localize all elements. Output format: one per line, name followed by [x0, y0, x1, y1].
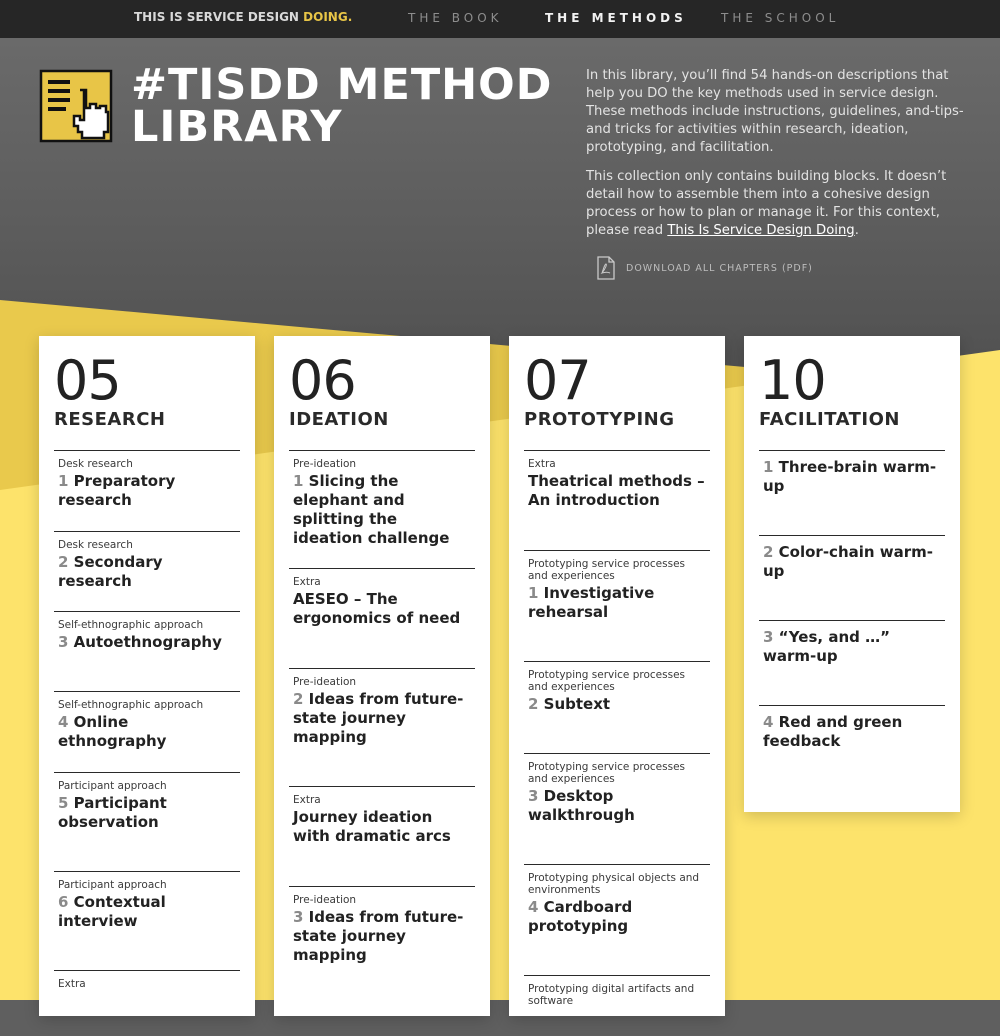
method-link-contextual-interview[interactable]: [54, 872, 240, 971]
method-link-cardboard-prototyping[interactable]: [524, 865, 710, 976]
method-link-journey-ideation-dramatic-arcs[interactable]: [289, 787, 475, 887]
method-title: Autoethnography: [73, 633, 222, 651]
method-name: [528, 695, 706, 714]
method-link-slicing-the-elephant[interactable]: [289, 451, 475, 569]
method-category: Desk research: [58, 539, 133, 551]
method-name: [293, 590, 471, 628]
method-link-online-ethnography[interactable]: [54, 692, 240, 773]
method-name: [763, 628, 941, 666]
method-category: Prototyping service processes and experiences: [528, 558, 685, 582]
chapter-number: 06: [289, 349, 356, 412]
method-category: Participant approach: [58, 780, 167, 792]
method-title: Red and green feedback: [763, 713, 903, 750]
method-title: Online ethnography: [58, 713, 167, 750]
method-name: [58, 893, 236, 931]
method-index: 5: [58, 794, 69, 812]
method-name: [58, 633, 236, 652]
method-title: Theatrical methods – An introduction: [528, 472, 705, 509]
method-category: Extra: [58, 978, 86, 990]
method-title: Preparatory research: [58, 472, 176, 509]
method-index: 2: [58, 553, 69, 571]
method-name: [528, 898, 706, 936]
method-title: Slicing the elephant and splitting the ideation challenge: [293, 472, 450, 547]
chapter-number: 05: [54, 349, 121, 412]
book-link[interactable]: This Is Service Design Doing: [667, 223, 855, 238]
method-name: [58, 472, 236, 510]
chapter-title: FACILITATION: [759, 409, 900, 430]
method-category: Desk research: [58, 458, 133, 470]
method-category: Pre-ideation: [293, 676, 357, 688]
download-label: DOWNLOAD ALL CHAPTERS (PDF): [626, 262, 813, 274]
method-link-secondary-research[interactable]: [54, 532, 240, 612]
method-index: 3: [763, 628, 774, 646]
method-link-color-chain-warm-up[interactable]: [759, 536, 945, 621]
method-link-red-and-green-feedback[interactable]: [759, 706, 945, 786]
method-title: Ideas from future-state journey mapping: [293, 690, 464, 746]
intro-paragraph-2: [586, 168, 968, 240]
intro-paragraph-2-end: .: [854, 223, 859, 238]
method-title: “Yes, and …” warm-up: [763, 628, 890, 665]
method-name: [763, 713, 941, 751]
method-category: Participant approach: [58, 879, 167, 891]
method-link-three-brain-warm-up[interactable]: [759, 451, 945, 536]
method-index: 3: [293, 908, 304, 926]
brand-logo-link[interactable]: [134, 10, 352, 24]
method-index: 1: [763, 458, 774, 476]
method-title: Contextual interview: [58, 893, 166, 930]
method-name: [293, 808, 471, 846]
method-title: Subtext: [543, 695, 611, 713]
method-title: Desktop walkthrough: [528, 787, 635, 824]
method-index: 2: [528, 695, 539, 713]
method-name: [763, 458, 941, 496]
method-category: Prototyping service processes and experiences: [528, 761, 685, 785]
pdf-file-icon: [596, 256, 616, 280]
chapter-column-prototyping: [509, 336, 725, 1016]
method-category: Self-ethnographic approach: [58, 699, 204, 711]
method-category: Prototyping physical objects and environments: [528, 872, 700, 896]
method-title: Cardboard prototyping: [528, 898, 633, 935]
method-link-preparatory-research[interactable]: [54, 451, 240, 532]
method-link-autoethnography[interactable]: [54, 612, 240, 692]
method-name: [293, 908, 471, 965]
method-index: 1: [528, 584, 539, 602]
method-title: Secondary research: [58, 553, 163, 590]
method-link-subtext[interactable]: [524, 662, 710, 754]
method-title: Three-brain warm-up: [763, 458, 937, 495]
method-index: 4: [528, 898, 539, 916]
method-link-desktop-walkthrough[interactable]: [524, 754, 710, 865]
method-title: Journey ideation with dramatic arcs: [293, 808, 451, 845]
method-name: [58, 713, 236, 751]
chapter-number: 10: [759, 349, 826, 412]
nav-item-the-school[interactable]: THE SCHOOL: [721, 11, 840, 25]
method-index: 3: [528, 787, 539, 805]
method-title: AESEO – The ergonomics of need: [293, 590, 461, 627]
method-index: 4: [58, 713, 69, 731]
method-link-theatrical-methods[interactable]: [524, 451, 710, 551]
chapter-title: IDEATION: [289, 409, 389, 430]
method-index: 1: [293, 472, 304, 490]
method-category: Extra: [293, 794, 321, 806]
method-name: [528, 472, 706, 510]
chapter-title: PROTOTYPING: [524, 409, 675, 430]
method-index: 3: [58, 633, 69, 651]
page-title: [131, 60, 571, 152]
method-category: Pre-ideation: [293, 894, 357, 906]
method-index: 1: [58, 472, 69, 490]
method-name: [293, 472, 471, 548]
method-category: Self-ethnographic approach: [58, 619, 204, 631]
method-category: Extra: [528, 458, 556, 470]
method-link-investigative-rehearsal[interactable]: [524, 551, 710, 662]
method-category: Extra: [293, 576, 321, 588]
method-name: [763, 543, 941, 581]
method-category: Prototyping digital artifacts and software: [528, 983, 695, 1007]
page-title-line-1: #TISDD METHOD: [131, 60, 553, 110]
chapter-number: 07: [524, 349, 591, 412]
download-all-chapters-link[interactable]: [596, 256, 813, 280]
method-title: Investigative rehearsal: [528, 584, 655, 621]
method-link-ideas-from-future-state-journey-mapping-3[interactable]: [289, 887, 475, 1005]
intro-paragraph-2-text: This collection only contains building blocks. It doesn’t detail how to assemble them into a cohesive design process or how to plan or manage it. For this context, please read: [586, 169, 947, 238]
method-category: Prototyping service processes and experiences: [528, 669, 685, 693]
method-link-participant-observation[interactable]: [54, 773, 240, 872]
method-index: 2: [763, 543, 774, 561]
chapter-column-ideation: [274, 336, 490, 1016]
method-link-extra[interactable]: [54, 971, 240, 1031]
method-name: [528, 787, 706, 825]
method-name: [293, 690, 471, 747]
method-index: 4: [763, 713, 774, 731]
brand-accent-text: DOING.: [303, 10, 353, 24]
method-index: 2: [293, 690, 304, 708]
chapter-column-research: [39, 336, 255, 1016]
method-title: Participant observation: [58, 794, 167, 831]
method-link-aeseo[interactable]: [289, 569, 475, 669]
nav-item-the-book[interactable]: THE BOOK: [408, 11, 503, 25]
method-index: 6: [58, 893, 69, 911]
method-title: Ideas from future-state journey mapping: [293, 908, 464, 964]
chapter-column-facilitation: [744, 336, 960, 812]
page-title-line-2: LIBRARY: [131, 102, 343, 152]
method-link-ideas-from-future-state-journey-mapping[interactable]: [289, 669, 475, 787]
method-name: [528, 584, 706, 622]
hand-cursor-document-icon: [40, 70, 114, 144]
nav-item-the-methods[interactable]: THE METHODS: [545, 11, 687, 25]
method-name: [58, 794, 236, 832]
method-link-yes-and-warm-up[interactable]: [759, 621, 945, 706]
intro-paragraph-1: In this library, you’ll find 54 hands-on descriptions that help you DO the key methods used in service design. These methods include instructions, guidelines, and-tips-and tricks for activities within research, ideation, prototyping, and facilitation.: [586, 68, 964, 155]
intro-text: [586, 67, 968, 251]
brand-text: THIS IS SERVICE DESIGN: [134, 10, 299, 24]
method-name: [58, 553, 236, 591]
top-navigation-bar: [0, 0, 1000, 38]
method-title: Color-chain warm-up: [763, 543, 934, 580]
method-category: Pre-ideation: [293, 458, 357, 470]
chapter-title: RESEARCH: [54, 409, 166, 430]
method-link-digital-artifacts[interactable]: [524, 976, 710, 1036]
